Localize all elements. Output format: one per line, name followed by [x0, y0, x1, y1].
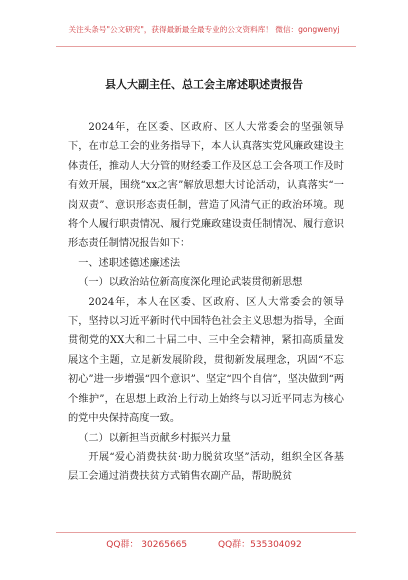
paragraph-2: 2024年，本人在区委、区政府、区人大常委会的领导下，坚持以习近平新时代中国特色社会主义思想为指导，全面贯彻党的XX大和二十届二中、三中全会精神，紧扣高质量发展这个主题，立足新发展阶段，贯彻新发展理念，巩固“不忘初心”进一步增强“四个意识”、坚定“四个自信”，坚决做到“两个维护”，在思想上政治上行动上始终与以习近平同志为核心的党中央保持高度一致。 [68, 296, 344, 425]
qq-group-2: QQ群：535304092 [218, 540, 302, 550]
document-title: 县人大副主任、总工会主席述职述责报告 [105, 78, 303, 91]
intro-paragraph: 2024年，在区委、区政府、区人大常委会的坚强领导下，在市总工会的业务指导下，本人认真落实党风廉政建设主体责任，推动人大分管的财经委工作及区总工会各项工作及时有效开展，围绕“xx之害”解放思想大讨论活动，认真落实“一岗双责”、意识形态责任制，营造了风清气正的政治环境。现将个人履行职责情况、履行党廉政建设责任制情况、履行意识形态责任制情况报告如下： [68, 122, 344, 250]
top-notice: 关注头条号"公文研究"，获得最新最全最专业的公文资料库！ 微信：gongwenyj [68, 25, 340, 34]
footer-contacts [0, 537, 408, 550]
document-body [68, 118, 344, 487]
header-divider [56, 46, 356, 47]
subsection-heading-2: （二）以新担当贡献乡村振兴力量 [78, 432, 231, 444]
footer-divider [56, 532, 356, 533]
subsection-heading-1: （一）以政治站位新高度深化理论武装贯彻新思想 [78, 277, 303, 289]
qq-group-1: QQ群： 30265665 [106, 540, 188, 550]
paragraph-3: 开展“爱心消费扶贫·助力脱贫攻坚”活动，组织全区各基层工会通过消费扶贫方式销售农副产品，帮助脱贫 [68, 451, 344, 483]
section-heading-1: 一、述职述德述廉述法 [78, 257, 181, 269]
